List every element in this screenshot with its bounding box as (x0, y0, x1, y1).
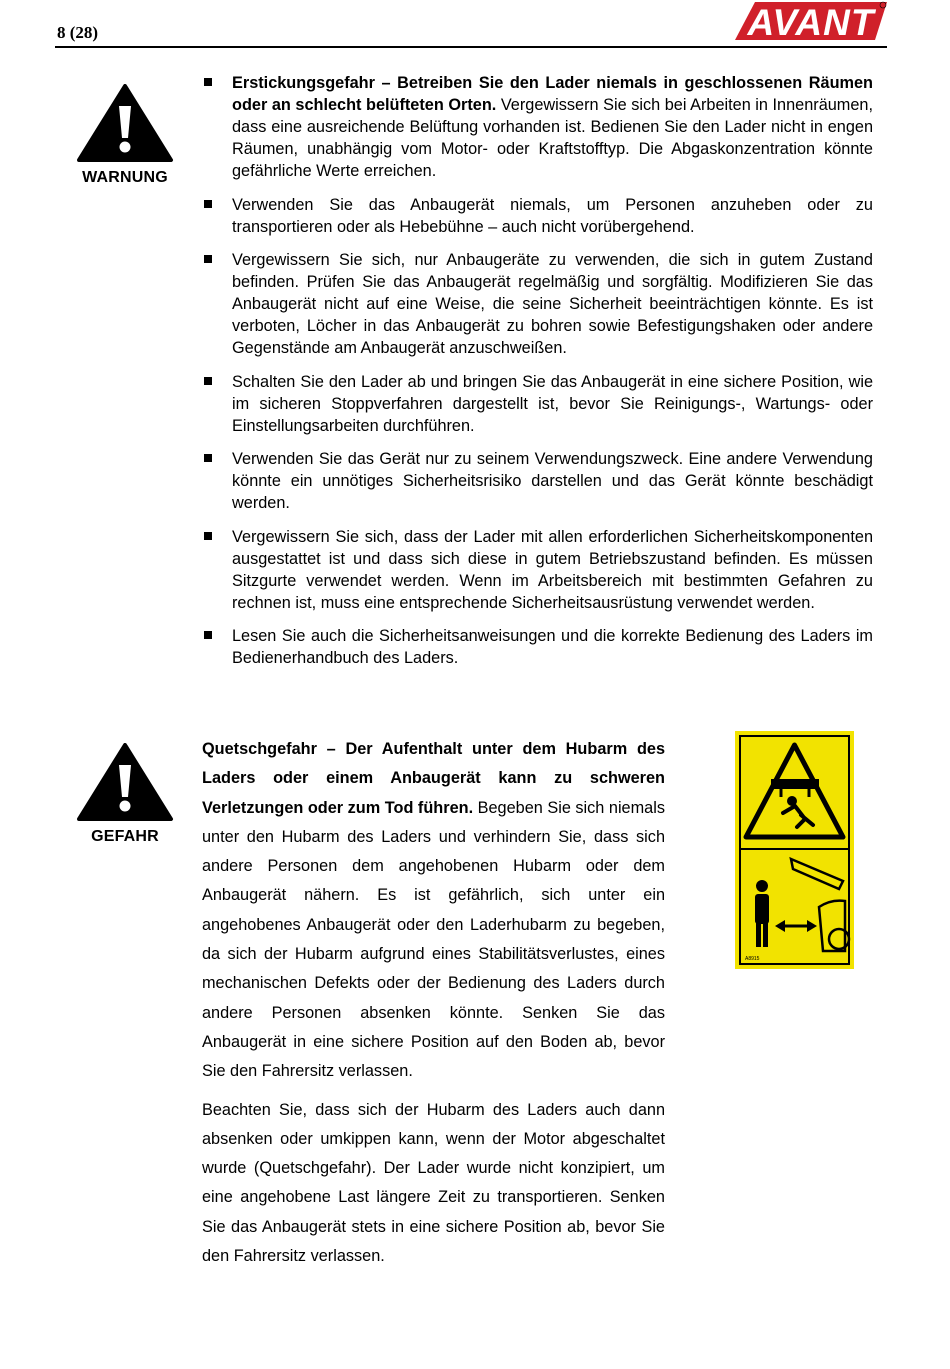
page-header (55, 0, 887, 48)
list-item: Verwenden Sie das Anbaugerät niemals, um Personen anzuheben oder zu transportieren oder als Hebebühne – auch nicht vorübergehend. (200, 194, 873, 238)
warning-label: WARNUNG (82, 169, 168, 186)
danger-paragraph: Quetschgefahr – Der Aufenthalt unter dem Hubarm des Laders oder einem Anbaugerät kann zu schweren Verletzungen oder zum Tod führen. Begeben Sie sich niemals unter den Hubarm des Laders und verhindern Sie, dass sich andere Personen dem angehobenen Hubarm oder dem Anbaugerät nähern. Es ist gefährlich, sich unter ein angehobenes Anbaugerät oder den Laderhubarm zu begeben, da sich der Hubarm aufgrund eines Stabilitätsverlustes, eines mechanischen Defekts oder der Bedienung des Laders durch andere Personen absenken könnte. Senken Sie das Anbaugerät in eine sichere Position auf den Boden ab, bevor Sie den Fahrersitz verlassen. (202, 740, 665, 1081)
list-item: Lesen Sie auch die Sicherheitsanweisungen und die korrekte Bedienung des Laders im Bedienerhandbuch des Laders. (200, 625, 873, 669)
list-item: Erstickungsgefahr – Betreiben Sie den Lader niemals in geschlossenen Räumen oder an schlecht belüfteten Orten. Vergewissern Sie sich bei Arbeiten in Innenräumen, dass eine ausreichende Belüftung vorhanden ist. Bedienen Sie den Lader nicht in engen Räumen, unabhängig vom Motor- oder Kraftstofftyp. Die Abgaskonzentration könnte gefährliche Werte erreichen. (200, 72, 873, 182)
svg-text:A8915: A8915 (745, 956, 760, 962)
list-item: Vergewissern Sie sich, dass der Lader mit allen erforderlichen Sicherheitskomponenten ausgestattet ist und dass sich diese in gutem Betriebszustand befinden. Es müssen Sitzgurte verwendet werden. Wenn im Arbeitsbereich mit bestimmten Gefahren zu rechnen ist, muss eine entsprechende Sicherheitsausrüstung verwendet werden. (200, 526, 873, 614)
warning-triangle-icon (75, 743, 175, 821)
list-item: Verwenden Sie das Gerät nur zu seinem Verwendungszweck. Eine andere Verwendung könnte ein unnötiges Sicherheitsrisiko darstellen und das Gerät könnte beschädigt werden. (200, 448, 873, 514)
warning-triangle-icon (75, 84, 175, 162)
avant-logo (715, 0, 887, 42)
list-item: Vergewissern Sie sich, nur Anbaugeräte zu verwenden, die sich in gutem Zustand befinden. Prüfen Sie das Anbaugerät regelmäßig und sorgfältig. Modifizieren Sie das Anbaugerät nicht auf eine Weise, die seine Sicherheit beeinträchtigen könnte. Es ist verboten, Löcher in das Anbaugerät zu bohren sowie Befestigungshaken oder andere Gegenstände am Anbaugerät anzuschweißen. (200, 249, 873, 359)
danger-label: GEFAHR (91, 828, 159, 845)
crush-hazard-sticker-icon (735, 731, 854, 969)
svg-text:AVANT: AVANT (747, 2, 875, 42)
danger-text (202, 735, 665, 1280)
warning-list (200, 72, 873, 681)
danger-paragraph: Beachten Sie, dass sich der Hubarm des Laders auch dann absenken oder umkippen kann, wenn der Motor abgeschaltet wurde (Quetschgefahr). Der Lader wurde nicht konzipiert, um eine angehobene Last längere Zeit zu transportieren. Senken Sie das Anbaugerät stets in eine sichere Position ab, bevor Sie den Fahrersitz verlassen. (202, 1100, 665, 1266)
danger-symbol (75, 743, 175, 846)
list-item: Schalten Sie den Lader ab und bringen Sie das Anbaugerät in eine sichere Position, wie im sicheren Stoppverfahren dargestellt ist, bevor Sie Reinigungs-, Wartungs- oder Einstellungsarbeiten durchführen. (200, 371, 873, 437)
page-number: 8 (28) (57, 23, 99, 42)
warning-symbol (75, 84, 175, 187)
